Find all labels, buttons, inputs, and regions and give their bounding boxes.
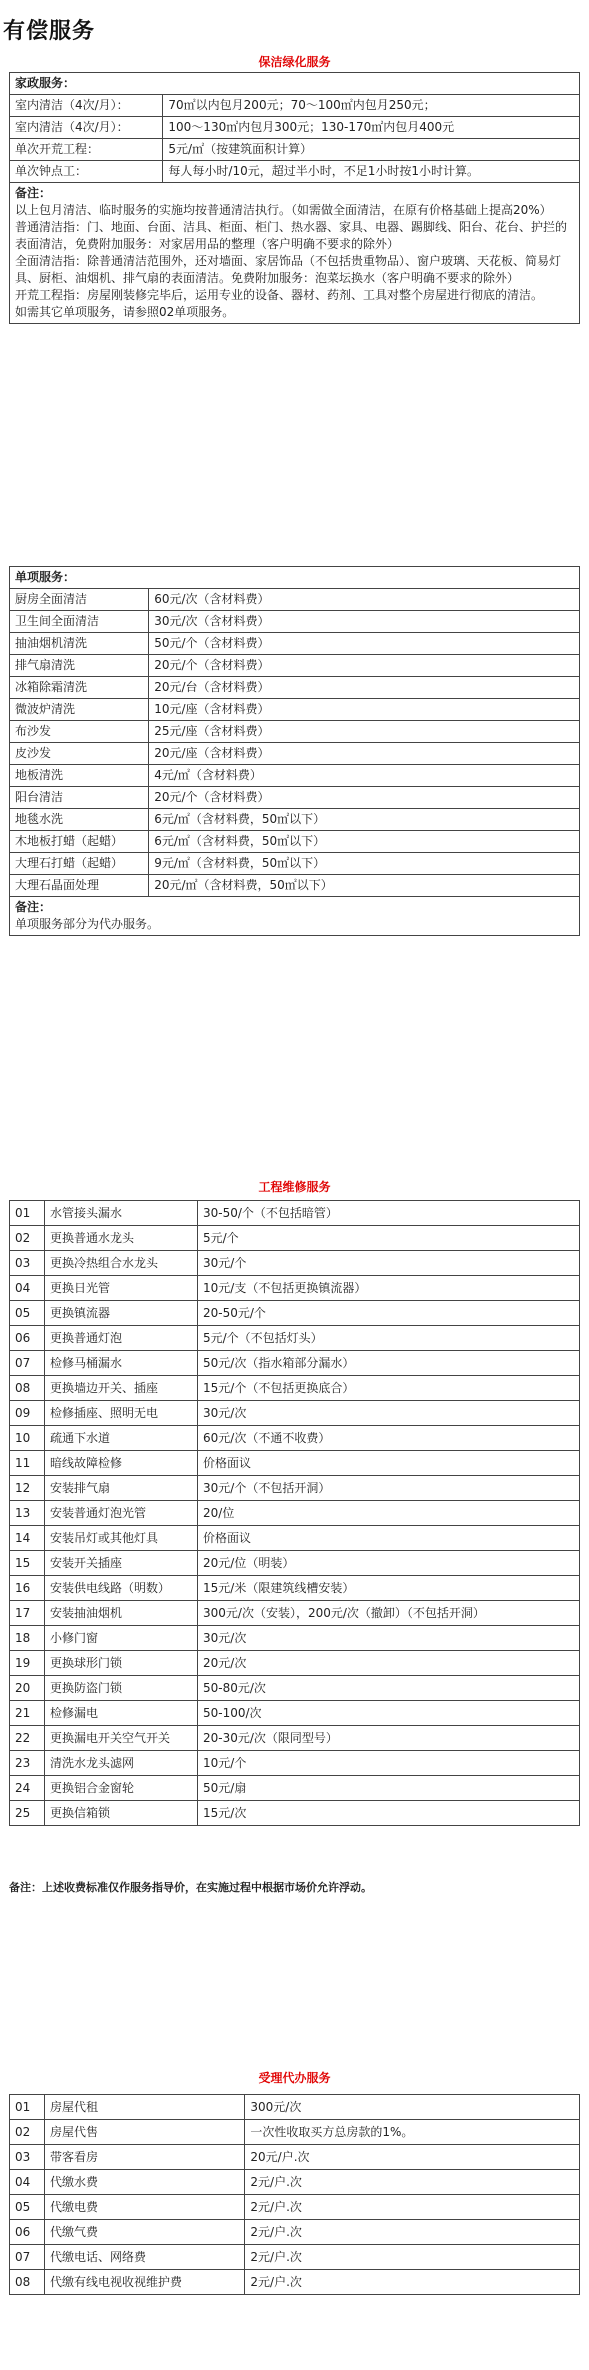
service-item: 更换日光管 [45,1276,198,1301]
row-number: 04 [10,2170,45,2195]
table-row [10,2120,580,2145]
service-item: 代缴气费 [45,2220,245,2245]
service-name: 布沙发 [10,721,149,743]
row-number: 12 [10,1476,45,1501]
row-number: 07 [10,2245,45,2270]
service-name: 地板清洗 [10,765,149,787]
service-item: 检修马桶漏水 [45,1351,198,1376]
note-line: 如需其它单项服务，请参照02单项服务。 [15,305,235,319]
service-price: 5元/个（不包括灯头） [198,1326,580,1351]
service-price: 20元/台（含材料费） [149,677,580,699]
table-row [10,633,580,655]
service-item: 代缴有线电视收视维护费 [45,2270,245,2295]
table-row [10,1276,580,1301]
row-number: 24 [10,1776,45,1801]
service-price: 30元/次（含材料费） [149,611,580,633]
row-number: 25 [10,1801,45,1826]
row-number: 06 [10,1326,45,1351]
table-row [10,2245,580,2270]
table-row [10,1551,580,1576]
table-row [10,1776,580,1801]
row-number: 06 [10,2220,45,2245]
service-price: 价格面议 [198,1451,580,1476]
note-line: 普通清洁指：门、地面、台面、洁具、柜面、柜门、热水器、家具、电器、踢脚线、阳台、花台、护拦的表面清洁，免费附加服务：对家居用品的整理（客户明确不要求的除外） [15,220,568,251]
note-line: 全面清洁指：除普通清洁范围外，还对墙面、家居饰品（不包括贵重物品）、窗户玻璃、天花板、简易灯具、厨柜、油烟机、排气扇的表面清洁。免费附加服务：泡菜坛换水（客户明确不要求的除外） [15,254,562,285]
service-price: 15元/米（限建筑线槽安装） [198,1576,580,1601]
table-row [10,1226,580,1251]
service-item: 更换球形门锁 [45,1651,198,1676]
table-row [10,1751,580,1776]
table-row [10,1576,580,1601]
service-price: 50元/次（指水箱部分漏水） [198,1351,580,1376]
table-row [10,1451,580,1476]
service-price: 2元/户.次 [245,2170,580,2195]
service-item: 疏通下水道 [45,1426,198,1451]
service-name: 单次开荒工程： [10,139,163,161]
section-title-engineering: 工程维修服务 [258,1180,331,1194]
table-row [10,2220,580,2245]
service-price: 2元/户.次 [245,2245,580,2270]
service-item: 水管接头漏水 [45,1201,198,1226]
service-price: 100～130㎡内包月300元；130-170㎡内包月400元 [163,117,580,139]
row-number: 18 [10,1626,45,1651]
service-price: 一次性收取买方总房款的1%。 [245,2120,580,2145]
table-row [10,1476,580,1501]
service-name: 木地板打蜡（起蜡） [10,831,149,853]
row-number: 01 [10,1201,45,1226]
row-number: 08 [10,2270,45,2295]
table-row [10,809,580,831]
table-row [10,1526,580,1551]
table-row [10,831,580,853]
service-price: 2元/户.次 [245,2195,580,2220]
service-price: 15元/次 [198,1801,580,1826]
service-price: 5元/个 [198,1226,580,1251]
service-price: 20-30元/次（限同型号） [198,1726,580,1751]
service-name: 抽油烟机清洗 [10,633,149,655]
service-name: 冰箱除霜清洗 [10,677,149,699]
note-line: 单项服务部分为代办服务。 [15,917,160,931]
service-name: 排气扇清洗 [10,655,149,677]
service-item: 房屋代售 [45,2120,245,2145]
housekeeping-header: 家政服务： [10,73,580,95]
table-row [10,1801,580,1826]
service-price: 5元/㎡（按建筑面积计算） [163,139,580,161]
service-price: 30-50/个（不包括暗管） [198,1201,580,1226]
service-item: 检修漏电 [45,1701,198,1726]
table-row [10,875,580,897]
table-row [10,1351,580,1376]
service-item: 代缴电话、网络费 [45,2245,245,2270]
service-price: 300元/次（安装），200元/次（撤卸）（不包括开洞） [198,1601,580,1626]
service-item: 更换铝合金窗轮 [45,1776,198,1801]
service-name: 室内清洁（4次/月）： [10,117,163,139]
table-row [10,95,580,117]
service-price: 70㎡以内包月200元；70～100㎡内包月250元； [163,95,580,117]
service-price: 30元/次 [198,1626,580,1651]
table-row [10,1601,580,1626]
service-price: 50元/个（含材料费） [149,633,580,655]
service-price: 4元/㎡（含材料费） [149,765,580,787]
service-item: 安装排气扇 [45,1476,198,1501]
service-item: 清洗水龙头滤网 [45,1751,198,1776]
service-item: 更换冷热组合水龙头 [45,1251,198,1276]
service-price: 300元/次 [245,2095,580,2120]
table-row [10,1426,580,1451]
service-price: 20/位 [198,1501,580,1526]
table-row [10,677,580,699]
table-row [10,765,580,787]
row-number: 09 [10,1401,45,1426]
service-price: 25元/座（含材料费） [149,721,580,743]
service-item: 更换普通灯泡 [45,1326,198,1351]
service-name: 大理石打蜡（起蜡） [10,853,149,875]
row-number: 11 [10,1451,45,1476]
row-number: 17 [10,1601,45,1626]
service-name: 阳台清洁 [10,787,149,809]
service-price: 10元/支（不包括更换镇流器） [198,1276,580,1301]
service-name: 地毯水洗 [10,809,149,831]
row-number: 22 [10,1726,45,1751]
service-price: 20元/次 [198,1651,580,1676]
row-number: 02 [10,2120,45,2145]
service-item: 更换漏电开关空气开关 [45,1726,198,1751]
service-item: 代缴电费 [45,2195,245,2220]
service-price: 20元/位（明装） [198,1551,580,1576]
table-row [10,2170,580,2195]
service-item: 安装普通灯泡光管 [45,1501,198,1526]
service-item: 更换墙边开关、插座 [45,1376,198,1401]
note-line: 开荒工程指：房屋刚装修完毕后，运用专业的设备、器材、药剂、工具对整个房屋进行彻底的清洁。 [15,288,544,302]
service-item: 带客看房 [45,2145,245,2170]
service-name: 厨房全面清洁 [10,589,149,611]
service-item: 安装吊灯或其他灯具 [45,1526,198,1551]
service-price: 6元/㎡（含材料费，50㎡以下） [149,831,580,853]
row-number: 04 [10,1276,45,1301]
service-name: 微波炉清洗 [10,699,149,721]
service-price: 15元/个（不包括更换底合） [198,1376,580,1401]
service-price: 9元/㎡（含材料费，50㎡以下） [149,853,580,875]
row-number: 01 [10,2095,45,2120]
table-row [10,1301,580,1326]
service-name: 皮沙发 [10,743,149,765]
service-price: 每人每小时/10元，超过半小时，不足1小时按1小时计算。 [163,161,580,183]
table-row [10,2195,580,2220]
service-item: 安装供电线路（明数） [45,1576,198,1601]
row-number: 20 [10,1676,45,1701]
page-title: 有偿服务 [3,19,96,44]
notes-heading: 备注： [15,186,52,200]
row-number: 03 [10,2145,45,2170]
service-name: 单次钟点工： [10,161,163,183]
service-price: 20元/个（含材料费） [149,787,580,809]
service-price: 10元/座（含材料费） [149,699,580,721]
service-price: 20-50元/个 [198,1301,580,1326]
service-name: 室内清洁（4次/月）： [10,95,163,117]
single-service-table [9,566,580,936]
table-row [10,2145,580,2170]
service-price: 30元/次 [198,1401,580,1426]
table-row [10,1201,580,1226]
table-row [10,117,580,139]
notes-heading: 备注： [15,900,52,914]
service-price: 20元/个（含材料费） [149,655,580,677]
table-row [10,1651,580,1676]
row-number: 08 [10,1376,45,1401]
service-price: 60元/次（不通不收费） [198,1426,580,1451]
service-price: 30元/个（不包括开洞） [198,1476,580,1501]
engineering-table [9,1200,580,1826]
service-price: 20元/座（含材料费） [149,743,580,765]
table-row [10,589,580,611]
service-price: 价格面议 [198,1526,580,1551]
housekeeping-table [9,72,580,324]
table-row [10,787,580,809]
row-number: 21 [10,1701,45,1726]
row-number: 19 [10,1651,45,1676]
table-row [10,1701,580,1726]
table-row [10,1251,580,1276]
row-number: 07 [10,1351,45,1376]
table-row [10,699,580,721]
service-price: 20元/㎡（含材料费，50㎡以下） [149,875,580,897]
table-row [10,721,580,743]
table-row [10,2095,580,2120]
service-price: 50-100/次 [198,1701,580,1726]
row-number: 14 [10,1526,45,1551]
housekeeping-notes [10,183,580,324]
note-line: 以上包月清洁、临时服务的实施均按普通清洁执行。（如需做全面清洁，在原有价格基础上提高20%） [15,203,552,217]
engineering-footnote: 备注：上述收费标准仅作服务指导价，在实施过程中根据市场价允许浮动。 [9,1881,372,1894]
agency-table [9,2094,580,2295]
service-price: 2元/户.次 [245,2270,580,2295]
row-number: 23 [10,1751,45,1776]
service-item: 房屋代租 [45,2095,245,2120]
service-name: 卫生间全面清洁 [10,611,149,633]
service-item: 更换镇流器 [45,1301,198,1326]
service-item: 安装抽油烟机 [45,1601,198,1626]
row-number: 16 [10,1576,45,1601]
row-number: 13 [10,1501,45,1526]
row-number: 05 [10,1301,45,1326]
table-row [10,1726,580,1751]
table-row [10,161,580,183]
service-price: 10元/个 [198,1751,580,1776]
table-row [10,743,580,765]
service-item: 安装开关插座 [45,1551,198,1576]
table-row [10,1401,580,1426]
service-item: 检修插座、照明无电 [45,1401,198,1426]
table-row [10,1501,580,1526]
service-item: 更换普通水龙头 [45,1226,198,1251]
single-service-notes [10,897,580,936]
table-row [10,2270,580,2295]
single-service-header: 单项服务： [10,567,580,589]
row-number: 05 [10,2195,45,2220]
service-price: 50-80元/次 [198,1676,580,1701]
table-row [10,853,580,875]
row-number: 15 [10,1551,45,1576]
row-number: 02 [10,1226,45,1251]
service-price: 50元/扇 [198,1776,580,1801]
service-item: 小修门窗 [45,1626,198,1651]
row-number: 10 [10,1426,45,1451]
table-row [10,655,580,677]
table-row [10,611,580,633]
service-price: 30元/个 [198,1251,580,1276]
service-price: 20元/户.次 [245,2145,580,2170]
table-row [10,1326,580,1351]
table-row [10,139,580,161]
table-row [10,1676,580,1701]
section-title-agency: 受理代办服务 [258,2071,331,2085]
table-row [10,1626,580,1651]
service-item: 暗线故障检修 [45,1451,198,1476]
service-price: 6元/㎡（含材料费，50㎡以下） [149,809,580,831]
service-item: 更换信箱锁 [45,1801,198,1826]
service-name: 大理石晶面处理 [10,875,149,897]
row-number: 03 [10,1251,45,1276]
table-row [10,1376,580,1401]
service-price: 2元/户.次 [245,2220,580,2245]
service-price: 60元/次（含材料费） [149,589,580,611]
service-item: 更换防盗门锁 [45,1676,198,1701]
service-item: 代缴水费 [45,2170,245,2195]
section-title-cleaning: 保洁绿化服务 [258,55,331,69]
